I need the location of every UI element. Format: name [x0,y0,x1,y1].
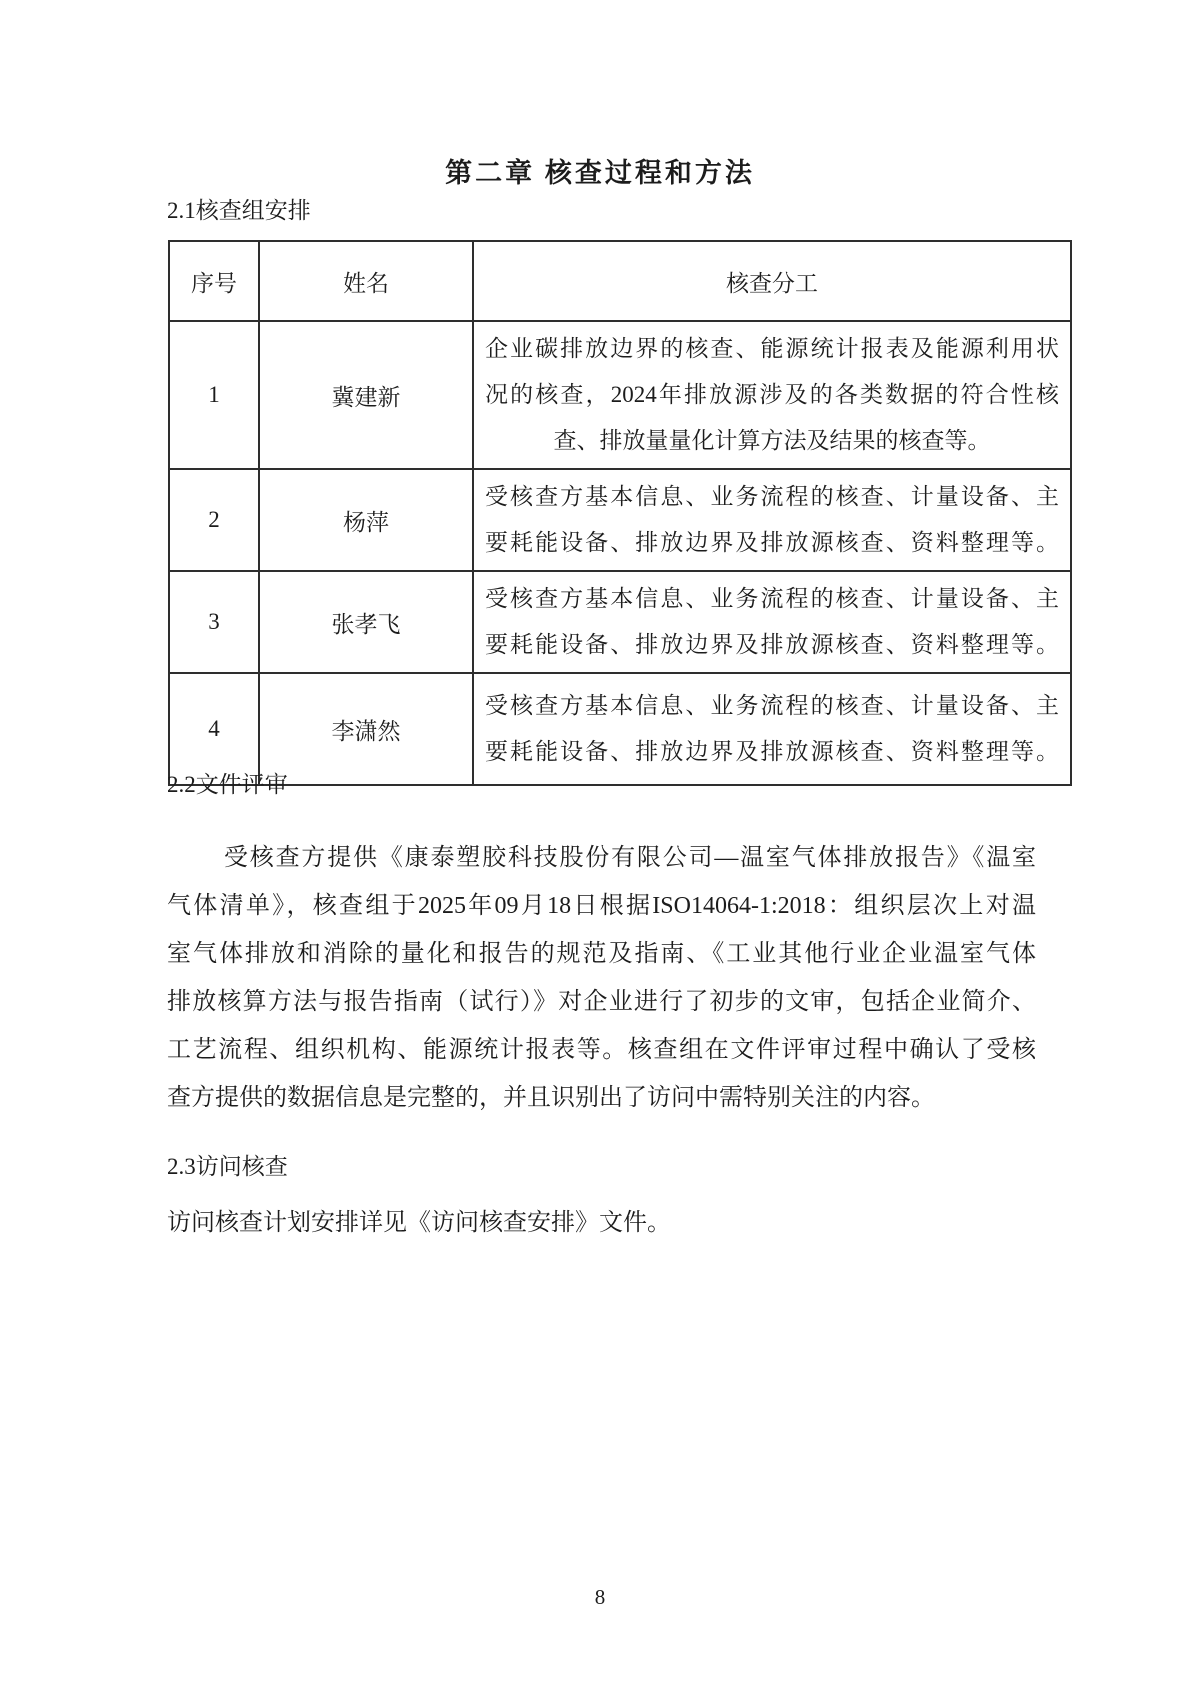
paragraph-line: 工艺流程、组织机构、能源统计报表等。核查组在文件评审过程中确认了受核 [167,1037,1036,1063]
page-title: 第二章 核查过程和方法 [445,158,755,188]
paragraph-line: 排放核算方法与报告指南（试行）》对企业进行了初步的文审，包括企业简介、 [167,989,1036,1015]
table-row [169,673,1071,785]
cell-name: 李潇然 [259,673,473,785]
paragraph-line: 查方提供的数据信息是完整的，并且识别出了访问中需特别关注的内容。 [167,1085,935,1111]
duty-line: 况的核查，2024年排放源涉及的各类数据的符合性核 [485,382,1059,407]
paragraph-line: 室气体排放和消除的量化和报告的规范及指南、《工业其他行业企业温室气体 [167,941,1036,967]
cell-duty [473,571,1071,673]
duty-line: 受核查方基本信息、业务流程的核查、计量设备、主 [485,693,1059,718]
header-cell-no: 序号 [169,241,259,321]
visit-verification-text: 访问核查计划安排详见《访问核查安排》文件。 [167,1210,671,1236]
verification-team-table [168,240,1072,786]
paragraph-line: 气体清单》，核查组于2025年09月18日根据ISO14064-1:2018：组织层次上对温 [167,893,1036,919]
header-cell-duty: 核查分工 [473,241,1071,321]
cell-no: 3 [169,571,259,673]
cell-name: 张孝飞 [259,571,473,673]
cell-name: 冀建新 [259,321,473,469]
page-number: 8 [594,1585,606,1609]
section-2-3-heading: 2.3访问核查 [167,1154,288,1179]
duty-line: 企业碳排放边界的核查、能源统计报表及能源利用状 [485,336,1059,361]
table-row [169,321,1071,469]
section-2-2-heading: 2.2文件评审 [167,772,288,797]
duty-line: 要耗能设备、排放边界及排放源核查、资料整理等。 [485,530,1059,555]
paragraph-line: 受核查方提供《康泰塑胶科技股份有限公司—温室气体排放报告》《温室 [224,845,1036,871]
duty-line: 要耗能设备、排放边界及排放源核查、资料整理等。 [485,739,1059,764]
cell-no: 2 [169,469,259,571]
document-review-paragraph [167,834,1036,1122]
cell-duty [473,321,1071,469]
cell-no: 1 [169,321,259,469]
duty-line: 受核查方基本信息、业务流程的核查、计量设备、主 [485,586,1059,611]
table-row [169,469,1071,571]
cell-duty [473,673,1071,785]
table-row [169,571,1071,673]
table-header-row [169,241,1071,321]
cell-name: 杨萍 [259,469,473,571]
duty-line: 要耗能设备、排放边界及排放源核查、资料整理等。 [485,632,1059,657]
header-cell-name: 姓名 [259,241,473,321]
cell-no: 4 [169,673,259,785]
section-2-1-heading: 2.1核查组安排 [167,198,311,223]
duty-line: 受核查方基本信息、业务流程的核查、计量设备、主 [485,484,1059,509]
cell-duty [473,469,1071,571]
duty-line: 查、排放量量化计算方法及结果的核查等。 [553,428,991,453]
